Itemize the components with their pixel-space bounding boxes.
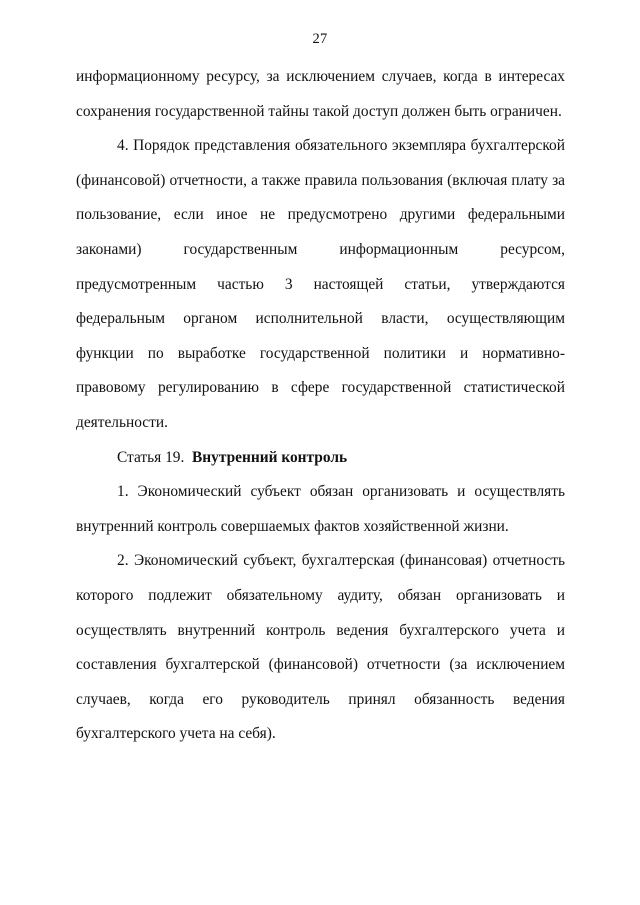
article-label: Статья 19.: [117, 448, 185, 466]
article-heading: [76, 441, 565, 476]
paragraph-continuation: информационному ресурсу, за исключением случаев, когда в интересах сохранения государственной тайны такой доступ должен быть ограничен.: [76, 68, 565, 120]
page-number: 27: [312, 31, 328, 47]
document-body: [76, 60, 565, 752]
paragraph-item-4: 4. Порядок представления обязательного экземпляра бухгалтерской (финансовой) отчетности, а также правила пользования (включая плату за пользование, если иное не предусмотрено другими федеральными законами) государственным информационным ресурсом, предусмотренным частью 3 настоящей статьи, утверждаются федеральным органом исполнительной власти, осуществляющим функции по выработке государственной политики и нормативно-правовому регулированию в сфере государственной статистической деятельности.: [76, 137, 565, 431]
article-paragraph-2: 2. Экономический субъект, бухгалтерская (финансовая) отчетность которого подлежит обязательному аудиту, обязан организовать и осуществлять внутренний контроль ведения бухгалтерского учета и составления бухгалтерской (финансовой) отчетности (за исключением случаев, когда его руководитель принял обязанность ведения бухгалтерского учета на себя).: [76, 552, 565, 743]
article-title: Внутренний контроль: [192, 448, 348, 466]
article-paragraph-1: 1. Экономический субъект обязан организовать и осуществлять внутренний контроль совершаемых фактов хозяйственной жизни.: [76, 483, 565, 535]
